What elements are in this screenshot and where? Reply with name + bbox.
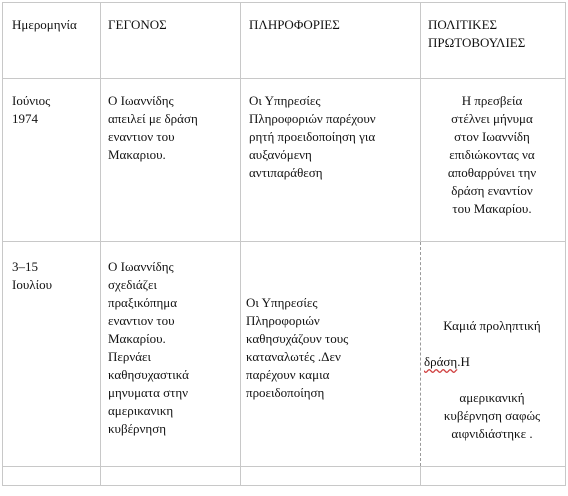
row-2-info: Οι Υπηρεσίες Πληροφοριών καθησυχάζουν τους καταναλωτές .Δεν παρέχουν καμια προειδοποίηση	[246, 295, 349, 400]
row-2-event: Ο Ιωαννίδης σχεδιάζει πραξικόπημα εναντιον του Μακαρίου. Περνάει καθησυχαστικά μηνυματα στην αμερικανικη κυβέρνηση	[108, 259, 189, 436]
row-1-date: Ιούνιος 1974	[12, 93, 51, 126]
column-divider-3-lower	[420, 466, 421, 486]
table-right-border	[565, 2, 566, 486]
row-2-policy-line2	[422, 353, 562, 371]
row-1-event: Ο Ιωαννίδης απειλεί με δράση εναντιον του Μακαριου.	[108, 93, 198, 162]
header-policy: ΠΟΛΙΤΙΚΕΣ ΠΡΩΤΟΒΟΥΛΙΕΣ	[428, 17, 526, 50]
header-info: ΠΛΗΡΟΦΟΡΙΕΣ	[249, 17, 340, 32]
row-2-policy	[422, 299, 562, 443]
column-divider-3	[420, 2, 421, 242]
row-1-divider	[2, 241, 566, 242]
row-2-policy-line1: Καμιά προληπτική	[443, 318, 541, 333]
row-2-policy-rest: αμερικανική κυβέρνηση σαφώς αιφνιδιάστηκε .	[443, 390, 541, 441]
header-date: Ημερομηνία	[12, 17, 77, 32]
header-event: ΓΕΓΟΝΟΣ	[108, 17, 167, 32]
table-left-border	[2, 2, 3, 486]
row-2-date: 3–15 Ιουλίου	[12, 259, 53, 292]
row-2-policy-line2-rest: .Η	[457, 354, 470, 369]
column-divider-2	[240, 2, 241, 486]
table-bottom-border	[2, 485, 566, 486]
row-2-divider	[2, 466, 566, 467]
row-1-info: Οι Υπηρεσίες Πληροφοριών παρέχουν ρητή προειδοποίηση για αυξανόμενη αντιπαράθεση	[249, 93, 376, 180]
spellcheck-word: δράση	[424, 354, 458, 369]
table-top-border	[2, 2, 566, 3]
column-divider-1	[100, 2, 101, 486]
row-1-policy: Η πρεσβεία στέλνει μήνυμα στον Ιωαννίδη επιδιώκοντας να αποθαρρύνει την δράση εναντίον του Μακαρίου.	[447, 93, 537, 216]
column-divider-3-dashed	[420, 242, 421, 466]
header-row-divider	[2, 78, 566, 79]
